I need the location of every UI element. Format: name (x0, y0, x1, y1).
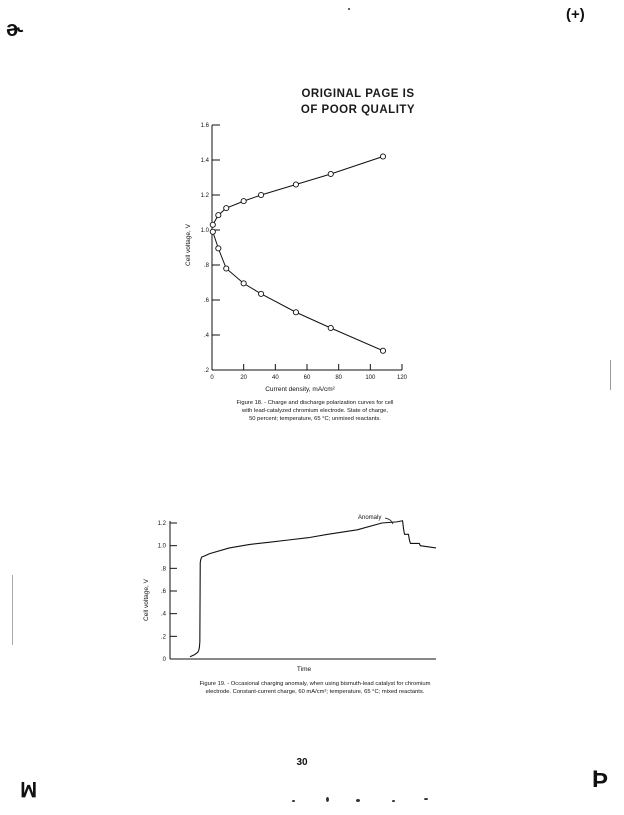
figure-19-series-line (190, 521, 436, 657)
figure-18-data-point-charge (328, 171, 333, 176)
figure-19-caption-line-2: electrode. Constant-current charge, 60 mA/cm²; temperature, 65 °C; mixed reactants. (205, 689, 425, 695)
figure-18-series-line-charge (213, 157, 383, 225)
figure-18-y-tick-label: .6 (203, 298, 209, 304)
figure-18-axes (201, 123, 408, 381)
figure-18-caption-line-2: with lead-catalyzed chromium electrode. State of charge, (242, 408, 388, 414)
page-number: 30 (296, 757, 308, 768)
figure-18-data-point-discharge (293, 310, 298, 315)
figure-18-x-tick-label: 100 (365, 375, 376, 381)
figure-18-data-point-discharge (210, 229, 215, 234)
figure-18-data-point-charge (380, 154, 385, 159)
figure-18-series-line-discharge (213, 232, 383, 351)
figure-19-y-tick-label: .8 (160, 566, 166, 573)
stamp-line-2: OF POOR QUALITY (300, 104, 416, 116)
figure-19-y-tick-label: 1.0 (157, 543, 166, 550)
corner-mark-left: ɚ (6, 16, 24, 41)
figure-18-x-tick-label: 60 (303, 375, 311, 381)
figure-18-y-tick-label: 1.6 (200, 123, 209, 129)
figure-18-data-point-discharge (216, 246, 221, 251)
stamp-line-1: ORIGINAL PAGE IS (301, 88, 415, 100)
figure-18-x-tick-label: 120 (396, 375, 408, 381)
figure-18-data-point-charge (216, 213, 221, 218)
figure-18-series (210, 154, 385, 353)
figure-19-y-tick-label: .4 (160, 611, 166, 618)
figure-18-y-axis-label: Cell voltage, V (185, 224, 192, 266)
figure-18-chart (160, 110, 440, 400)
figure-18-x-axis-label: Current density, mA/cm² (265, 386, 335, 393)
figure-18-data-point-charge (258, 192, 263, 197)
figure-18-data-point-discharge (241, 281, 246, 286)
figure-19-y-axis-label: Cell voltage, V (143, 579, 150, 621)
scan-speck (326, 797, 329, 802)
figure-19-y-tick-label: .2 (160, 634, 166, 641)
figure-18-y-tick-label: 1.2 (200, 193, 209, 199)
figure-18-data-point-charge (293, 182, 298, 187)
figure-18-caption-line-3: 50 percent; temperature, 65 °C; unmixed reactants. (249, 416, 381, 422)
scan-speck (424, 798, 428, 800)
figure-18-caption (190, 399, 440, 423)
figure-19-x-axis-label: Time (296, 666, 312, 673)
corner-mark-bottom-right: Þ (592, 766, 609, 793)
figure-18-caption-line-1: Figure 18. - Charge and discharge polarization curves for cell (236, 400, 394, 406)
scan-speck (610, 360, 611, 390)
figure-19-y-tick-label: 0 (162, 657, 166, 663)
figure-18-x-tick-label: 20 (240, 375, 248, 381)
figure-18-data-point-charge (241, 199, 246, 204)
figure-18-data-point-discharge (380, 348, 385, 353)
figure-18-data-point-discharge (328, 325, 333, 330)
figure-19-caption (140, 680, 490, 696)
figure-18-y-tick-label: 1.0 (200, 228, 209, 234)
figure-18-data-point-discharge (224, 266, 229, 271)
scan-speck (392, 800, 395, 802)
figure-19-series (190, 521, 436, 657)
figure-18-y-tick-label: 1.4 (200, 158, 209, 164)
figure-19-caption-line-1: Figure 19. - Occasional charging anomaly, when using bismuth-lead catalyst for chromium (199, 681, 431, 687)
figure-18-y-tick-label: .4 (203, 333, 209, 339)
corner-mark-right: (+) (566, 6, 585, 23)
figure-18-y-tick-label: .8 (203, 263, 209, 269)
figure-18-x-tick-label: 80 (335, 375, 343, 381)
figure-19-y-tick-label: 1.2 (157, 521, 166, 527)
figure-18-data-point-charge (210, 222, 215, 227)
figure-18-data-point-charge (224, 206, 229, 211)
figure-18-data-point-discharge (258, 291, 263, 296)
figure-18-y-tick-label: .2 (203, 368, 209, 374)
corner-mark-bottom-left: ꟽ (20, 780, 38, 802)
figure-19-annotation-anomaly: Anomaly (358, 515, 382, 521)
figure-18-x-tick-label: 40 (271, 375, 279, 381)
figure-18-x-tick-label: 0 (210, 375, 214, 381)
figure-19-y-tick-label: .6 (160, 589, 166, 595)
scan-speck (292, 800, 295, 802)
scan-speck (356, 799, 360, 802)
scan-speck (12, 575, 13, 645)
scan-speck (348, 8, 350, 10)
figure-19-chart (130, 508, 450, 678)
